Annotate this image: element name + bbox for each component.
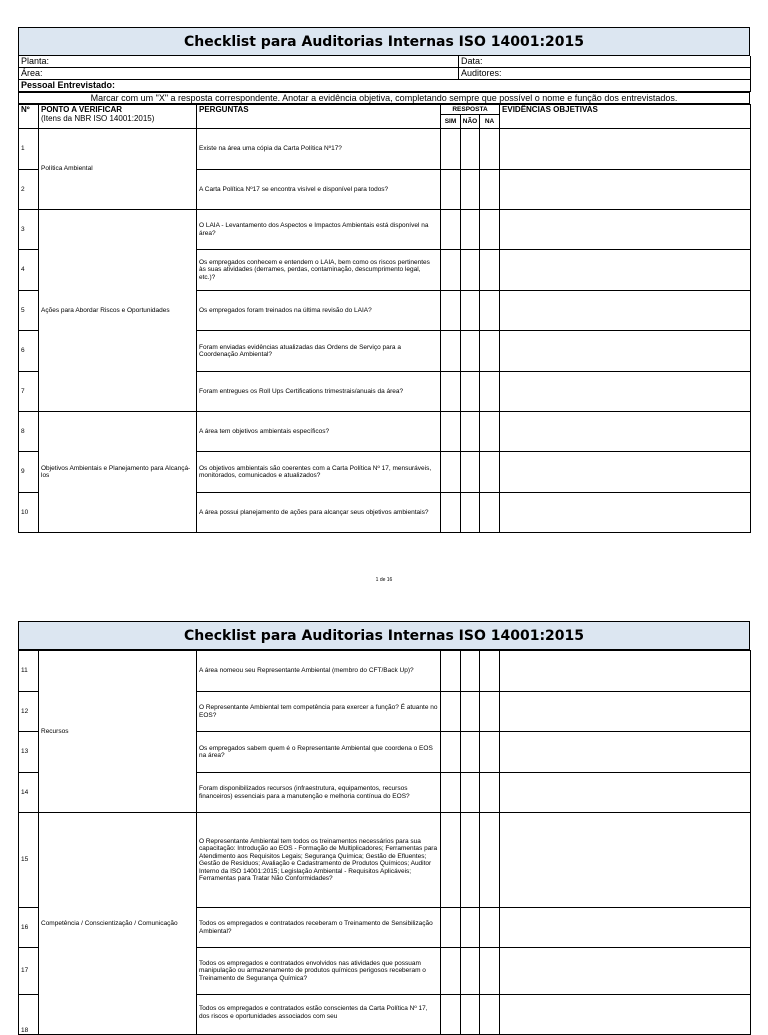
row-number: 3 [19, 210, 39, 250]
col-na-header: NA [480, 115, 500, 129]
question-text: A área possui planejamento de ações para alcançar seus objetivos ambientais? [197, 493, 441, 533]
evidence-cell[interactable] [500, 170, 751, 210]
nao-cell[interactable] [461, 493, 480, 533]
sim-cell[interactable] [441, 291, 461, 331]
row-number: 7 [19, 372, 39, 412]
table-row [19, 813, 751, 908]
nao-cell[interactable] [461, 773, 480, 813]
question-text: O LAIA - Levantamento dos Aspectos e Impactos Ambientais está disponível na área? [197, 210, 441, 250]
evidence-cell[interactable] [500, 813, 751, 908]
question-text: A área nomeou seu Representante Ambiental (membro do CFT/Back Up)? [197, 651, 441, 692]
nao-cell[interactable] [461, 129, 480, 170]
question-text: Foram entregues os Roll Ups Certifications trimestrais/anuais da área? [197, 372, 441, 412]
na-cell[interactable] [480, 651, 500, 692]
col-evidencias-header: EVIDÊNCIAS OBJETIVAS [500, 105, 751, 129]
instruction-row [18, 92, 750, 104]
nao-cell[interactable] [461, 250, 480, 291]
na-cell[interactable] [480, 452, 500, 493]
question-text: Foram enviadas evidências atualizadas das Ordens de Serviço para a Coordenação Ambiental? [197, 331, 441, 372]
row-number: 18 [19, 995, 39, 1035]
table-row [19, 412, 751, 452]
sim-cell[interactable] [441, 250, 461, 291]
row-number: 14 [19, 773, 39, 813]
question-text: Os empregados foram treinados na última revisão do LAIA? [197, 291, 441, 331]
na-cell[interactable] [480, 995, 500, 1035]
group-label: Ações para Abordar Riscos e Oportunidades [39, 210, 197, 412]
na-cell[interactable] [480, 493, 500, 533]
question-text: A área tem objetivos ambientais específicos? [197, 412, 441, 452]
sim-cell[interactable] [441, 995, 461, 1035]
evidence-cell[interactable] [500, 331, 751, 372]
nao-cell[interactable] [461, 692, 480, 732]
evidence-cell[interactable] [500, 773, 751, 813]
na-cell[interactable] [480, 813, 500, 908]
sim-cell[interactable] [441, 493, 461, 533]
checklist-page-2 [18, 621, 750, 1035]
nao-cell[interactable] [461, 210, 480, 250]
col-nao-header: NÃO [461, 115, 480, 129]
na-cell[interactable] [480, 170, 500, 210]
question-text: O Representante Ambiental tem competência para exercer a função? É atuante no EOS? [197, 692, 441, 732]
sim-cell[interactable] [441, 129, 461, 170]
sim-cell[interactable] [441, 331, 461, 372]
nao-cell[interactable] [461, 732, 480, 773]
row-number: 17 [19, 948, 39, 995]
page-title: Checklist para Auditorias Internas ISO 14001:2015 [18, 621, 750, 650]
na-cell[interactable] [480, 732, 500, 773]
ponto-subtitle: (Itens da NBR ISO 14001:2015) [41, 114, 155, 123]
checklist-table-2 [18, 650, 751, 1035]
row-number: 12 [19, 692, 39, 732]
evidence-cell[interactable] [500, 210, 751, 250]
sim-cell[interactable] [441, 908, 461, 948]
row-number: 11 [19, 651, 39, 692]
sim-cell[interactable] [441, 948, 461, 995]
group-label: Competência / Conscientização / Comunicação [39, 813, 197, 1035]
nao-cell[interactable] [461, 995, 480, 1035]
row-number: 2 [19, 170, 39, 210]
col-perguntas-header: PERGUNTAS [197, 105, 441, 129]
question-text: Todos os empregados e contratados receberam o Treinamento de Sensibilização Ambiental? [197, 908, 441, 948]
table-row [19, 210, 751, 250]
nao-cell[interactable] [461, 170, 480, 210]
pessoal-label[interactable]: Pessoal Entrevistado: [19, 80, 751, 92]
col-ponto-header [39, 105, 197, 129]
row-number: 10 [19, 493, 39, 533]
row-number: 13 [19, 732, 39, 773]
na-cell[interactable] [480, 908, 500, 948]
area-label[interactable]: Área: [19, 68, 459, 80]
sim-cell[interactable] [441, 210, 461, 250]
question-text: O Representante Ambiental tem todos os treinamentos necessários para sua capacitação: Introdução ao EOS - Formação de Multiplicadores; Ferramentas para Atendimento aos Requisitos Legais; Segurança Química; Gestão de Efluentes; Gestão de Resíduos; Avaliação e Cadastramento de Produtos Químicos; Auditor Interno da ISO 14001:2015; Legislação Ambiental - Requisitos Aplicáveis; Ferramentas para Tratar Não Conformidades? [197, 813, 441, 908]
na-cell[interactable] [480, 210, 500, 250]
evidence-cell[interactable] [500, 948, 751, 995]
evidence-cell[interactable] [500, 493, 751, 533]
col-resposta-header: RESPOSTA [441, 105, 500, 115]
evidence-cell[interactable] [500, 452, 751, 493]
group-label: Recursos [39, 651, 197, 813]
page-number: 1 de 16 [375, 577, 393, 583]
group-label: Política Ambiental [39, 129, 197, 210]
evidence-cell[interactable] [500, 908, 751, 948]
sim-cell[interactable] [441, 692, 461, 732]
evidence-cell[interactable] [500, 995, 751, 1035]
planta-label[interactable]: Planta: [19, 56, 459, 68]
question-text: Existe na área uma cópia da Carta Política Nº17? [197, 129, 441, 170]
table-row [19, 129, 751, 170]
question-text: A Carta Política Nº17 se encontra visível e disponível para todos? [197, 170, 441, 210]
row-number: 9 [19, 452, 39, 493]
nao-cell[interactable] [461, 651, 480, 692]
data-label[interactable]: Data: [459, 56, 751, 68]
row-number: 4 [19, 250, 39, 291]
sim-cell[interactable] [441, 732, 461, 773]
group-label: Objetivos Ambientais e Planejamento para Alcançá-los [39, 412, 197, 533]
row-number: 8 [19, 412, 39, 452]
na-cell[interactable] [480, 291, 500, 331]
col-sim-header: SIM [441, 115, 461, 129]
question-text: Os objetivos ambientais são coerentes com a Carta Política Nº 17, mensuráveis, monitorados, comunicados e atualizados? [197, 452, 441, 493]
na-cell[interactable] [480, 331, 500, 372]
sim-cell[interactable] [441, 452, 461, 493]
question-text: Todos os empregados e contratados estão conscientes da Carta Política Nº 17, dos riscos e oportunidades associados com seu [197, 995, 441, 1035]
na-cell[interactable] [480, 948, 500, 995]
row-number: 6 [19, 331, 39, 372]
evidence-cell[interactable] [500, 129, 751, 170]
sim-cell[interactable] [441, 170, 461, 210]
na-cell[interactable] [480, 412, 500, 452]
na-cell[interactable] [480, 372, 500, 412]
evidence-cell[interactable] [500, 651, 751, 692]
page-title: Checklist para Auditorias Internas ISO 14001:2015 [18, 27, 750, 56]
question-text: Foram disponibilizados recursos (infraestrutura, equipamentos, recursos financeiros) essenciais para a manutenção e melhoria contínua do EOS? [197, 773, 441, 813]
checklist-table-1 [18, 104, 751, 533]
sim-cell[interactable] [441, 412, 461, 452]
sim-cell[interactable] [441, 773, 461, 813]
nao-cell[interactable] [461, 291, 480, 331]
na-cell[interactable] [480, 692, 500, 732]
nao-cell[interactable] [461, 948, 480, 995]
row-number: 16 [19, 908, 39, 948]
row-number: 5 [19, 291, 39, 331]
question-text: Os empregados sabem quem é o Representante Ambiental que coordena o EOS na área? [197, 732, 441, 773]
ponto-title: PONTO A VERIFICAR [41, 105, 123, 114]
na-cell[interactable] [480, 250, 500, 291]
nao-cell[interactable] [461, 452, 480, 493]
instruction-text: Marcar com um "X" a resposta correspondente. Anotar a evidência objetiva, completando sempre que possível o nome e função dos entrevistados. [19, 93, 750, 104]
header-info-table [18, 56, 751, 92]
evidence-cell[interactable] [500, 372, 751, 412]
nao-cell[interactable] [461, 908, 480, 948]
na-cell[interactable] [480, 773, 500, 813]
question-text: Os empregados conhecem e entendem o LAIA, bem como os riscos pertinentes às suas atividades (derrames, perdas, contaminação, descumprimento legal, etc.)? [197, 250, 441, 291]
na-cell[interactable] [480, 129, 500, 170]
evidence-cell[interactable] [500, 412, 751, 452]
sim-cell[interactable] [441, 813, 461, 908]
question-text: Todos os empregados e contratados envolvidos nas atividades que possuam manipulação ou armazenamento de produtos químicos perigosos receberam o Treinamento de Segurança Química? [197, 948, 441, 995]
row-number: 15 [19, 813, 39, 908]
sim-cell[interactable] [441, 651, 461, 692]
nao-cell[interactable] [461, 372, 480, 412]
evidence-cell[interactable] [500, 692, 751, 732]
checklist-page-1 [18, 27, 750, 533]
nao-cell[interactable] [461, 331, 480, 372]
nao-cell[interactable] [461, 813, 480, 908]
col-num-header: Nº [19, 105, 39, 129]
nao-cell[interactable] [461, 412, 480, 452]
row-number: 1 [19, 129, 39, 170]
sim-cell[interactable] [441, 372, 461, 412]
auditores-label[interactable]: Auditores: [459, 68, 751, 80]
evidence-cell[interactable] [500, 250, 751, 291]
evidence-cell[interactable] [500, 291, 751, 331]
table-row [19, 651, 751, 692]
evidence-cell[interactable] [500, 732, 751, 773]
